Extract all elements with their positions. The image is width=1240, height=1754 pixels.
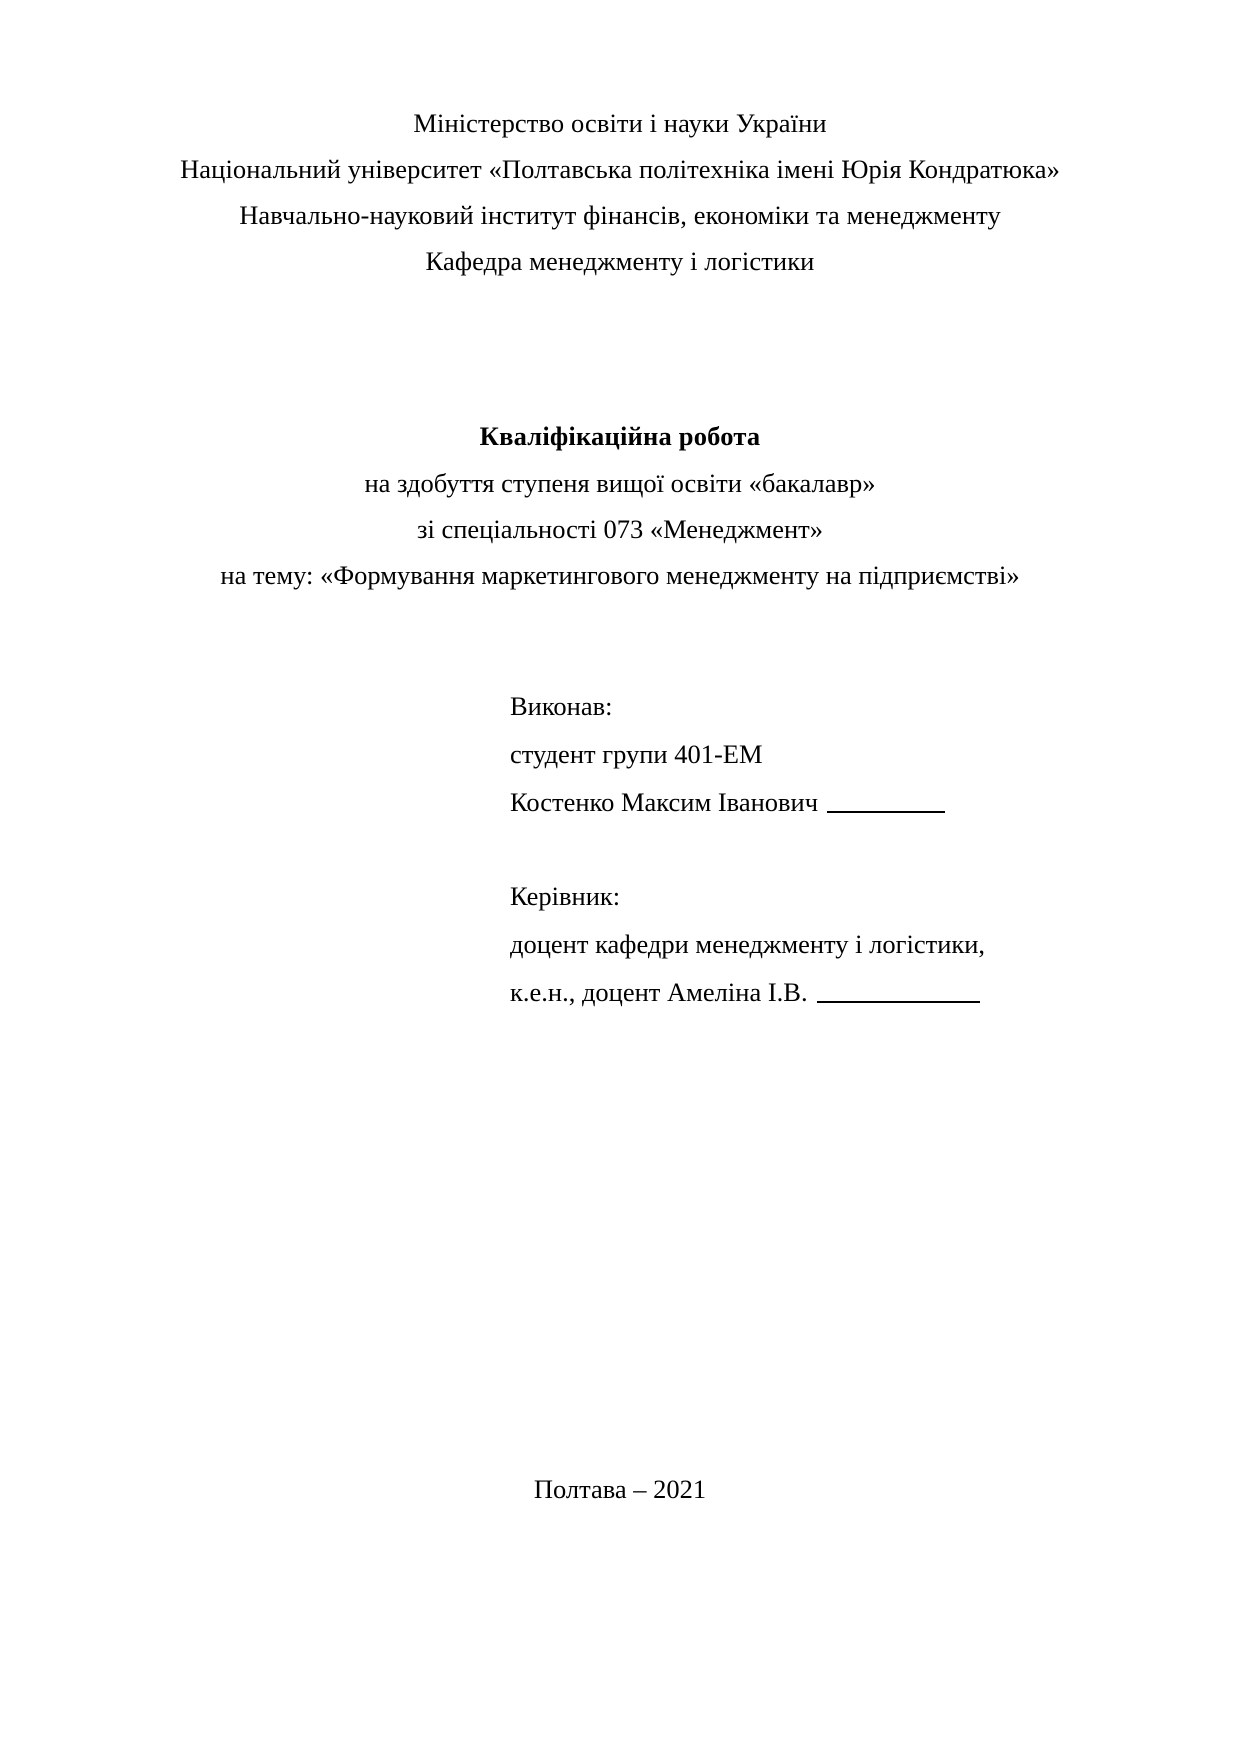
supervisor-signature-blank <box>817 1001 980 1003</box>
supervisor-position-line: доцент кафедри менеджменту і логістики, <box>510 929 986 959</box>
ministry-line: Міністерство освіти і науки України <box>413 108 827 138</box>
student-role-label: Виконав: <box>510 691 613 721</box>
institution-header <box>0 100 1240 284</box>
department-line: Кафедра менеджменту і логістики <box>425 246 815 276</box>
topic-line: на тему: «Формування маркетингового менеджменту на підприємстві» <box>220 560 1020 590</box>
institute-line: Навчально-науковий інститут фінансів, економіки та менеджменту <box>239 200 1001 230</box>
signatory-block <box>510 682 1150 1016</box>
student-name-line <box>510 778 1150 826</box>
place-year-line: Полтава – 2021 <box>533 1474 707 1504</box>
university-line: Національний університет «Полтавська політехніка імені Юрія Кондратюка» <box>180 154 1060 184</box>
specialty-line: зі спеціальності 073 «Менеджмент» <box>417 514 823 544</box>
work-type-title: Кваліфікаційна робота <box>479 421 761 451</box>
supervisor-block <box>510 872 1150 1016</box>
supervisor-role-label: Керівник: <box>510 881 621 911</box>
supervisor-name: к.е.н., доцент Амеліна І.В. <box>510 977 808 1007</box>
student-block <box>510 682 1150 826</box>
supervisor-name-line <box>510 968 1150 1016</box>
student-signature-blank <box>827 811 945 813</box>
student-group-line: студент групи 401-ЕМ <box>510 739 763 769</box>
student-name: Костенко Максим Іванович <box>510 787 819 817</box>
work-description <box>0 413 1240 598</box>
degree-line: на здобуття ступеня вищої освіти «бакалавр» <box>364 468 876 498</box>
footer <box>0 1468 1240 1510</box>
